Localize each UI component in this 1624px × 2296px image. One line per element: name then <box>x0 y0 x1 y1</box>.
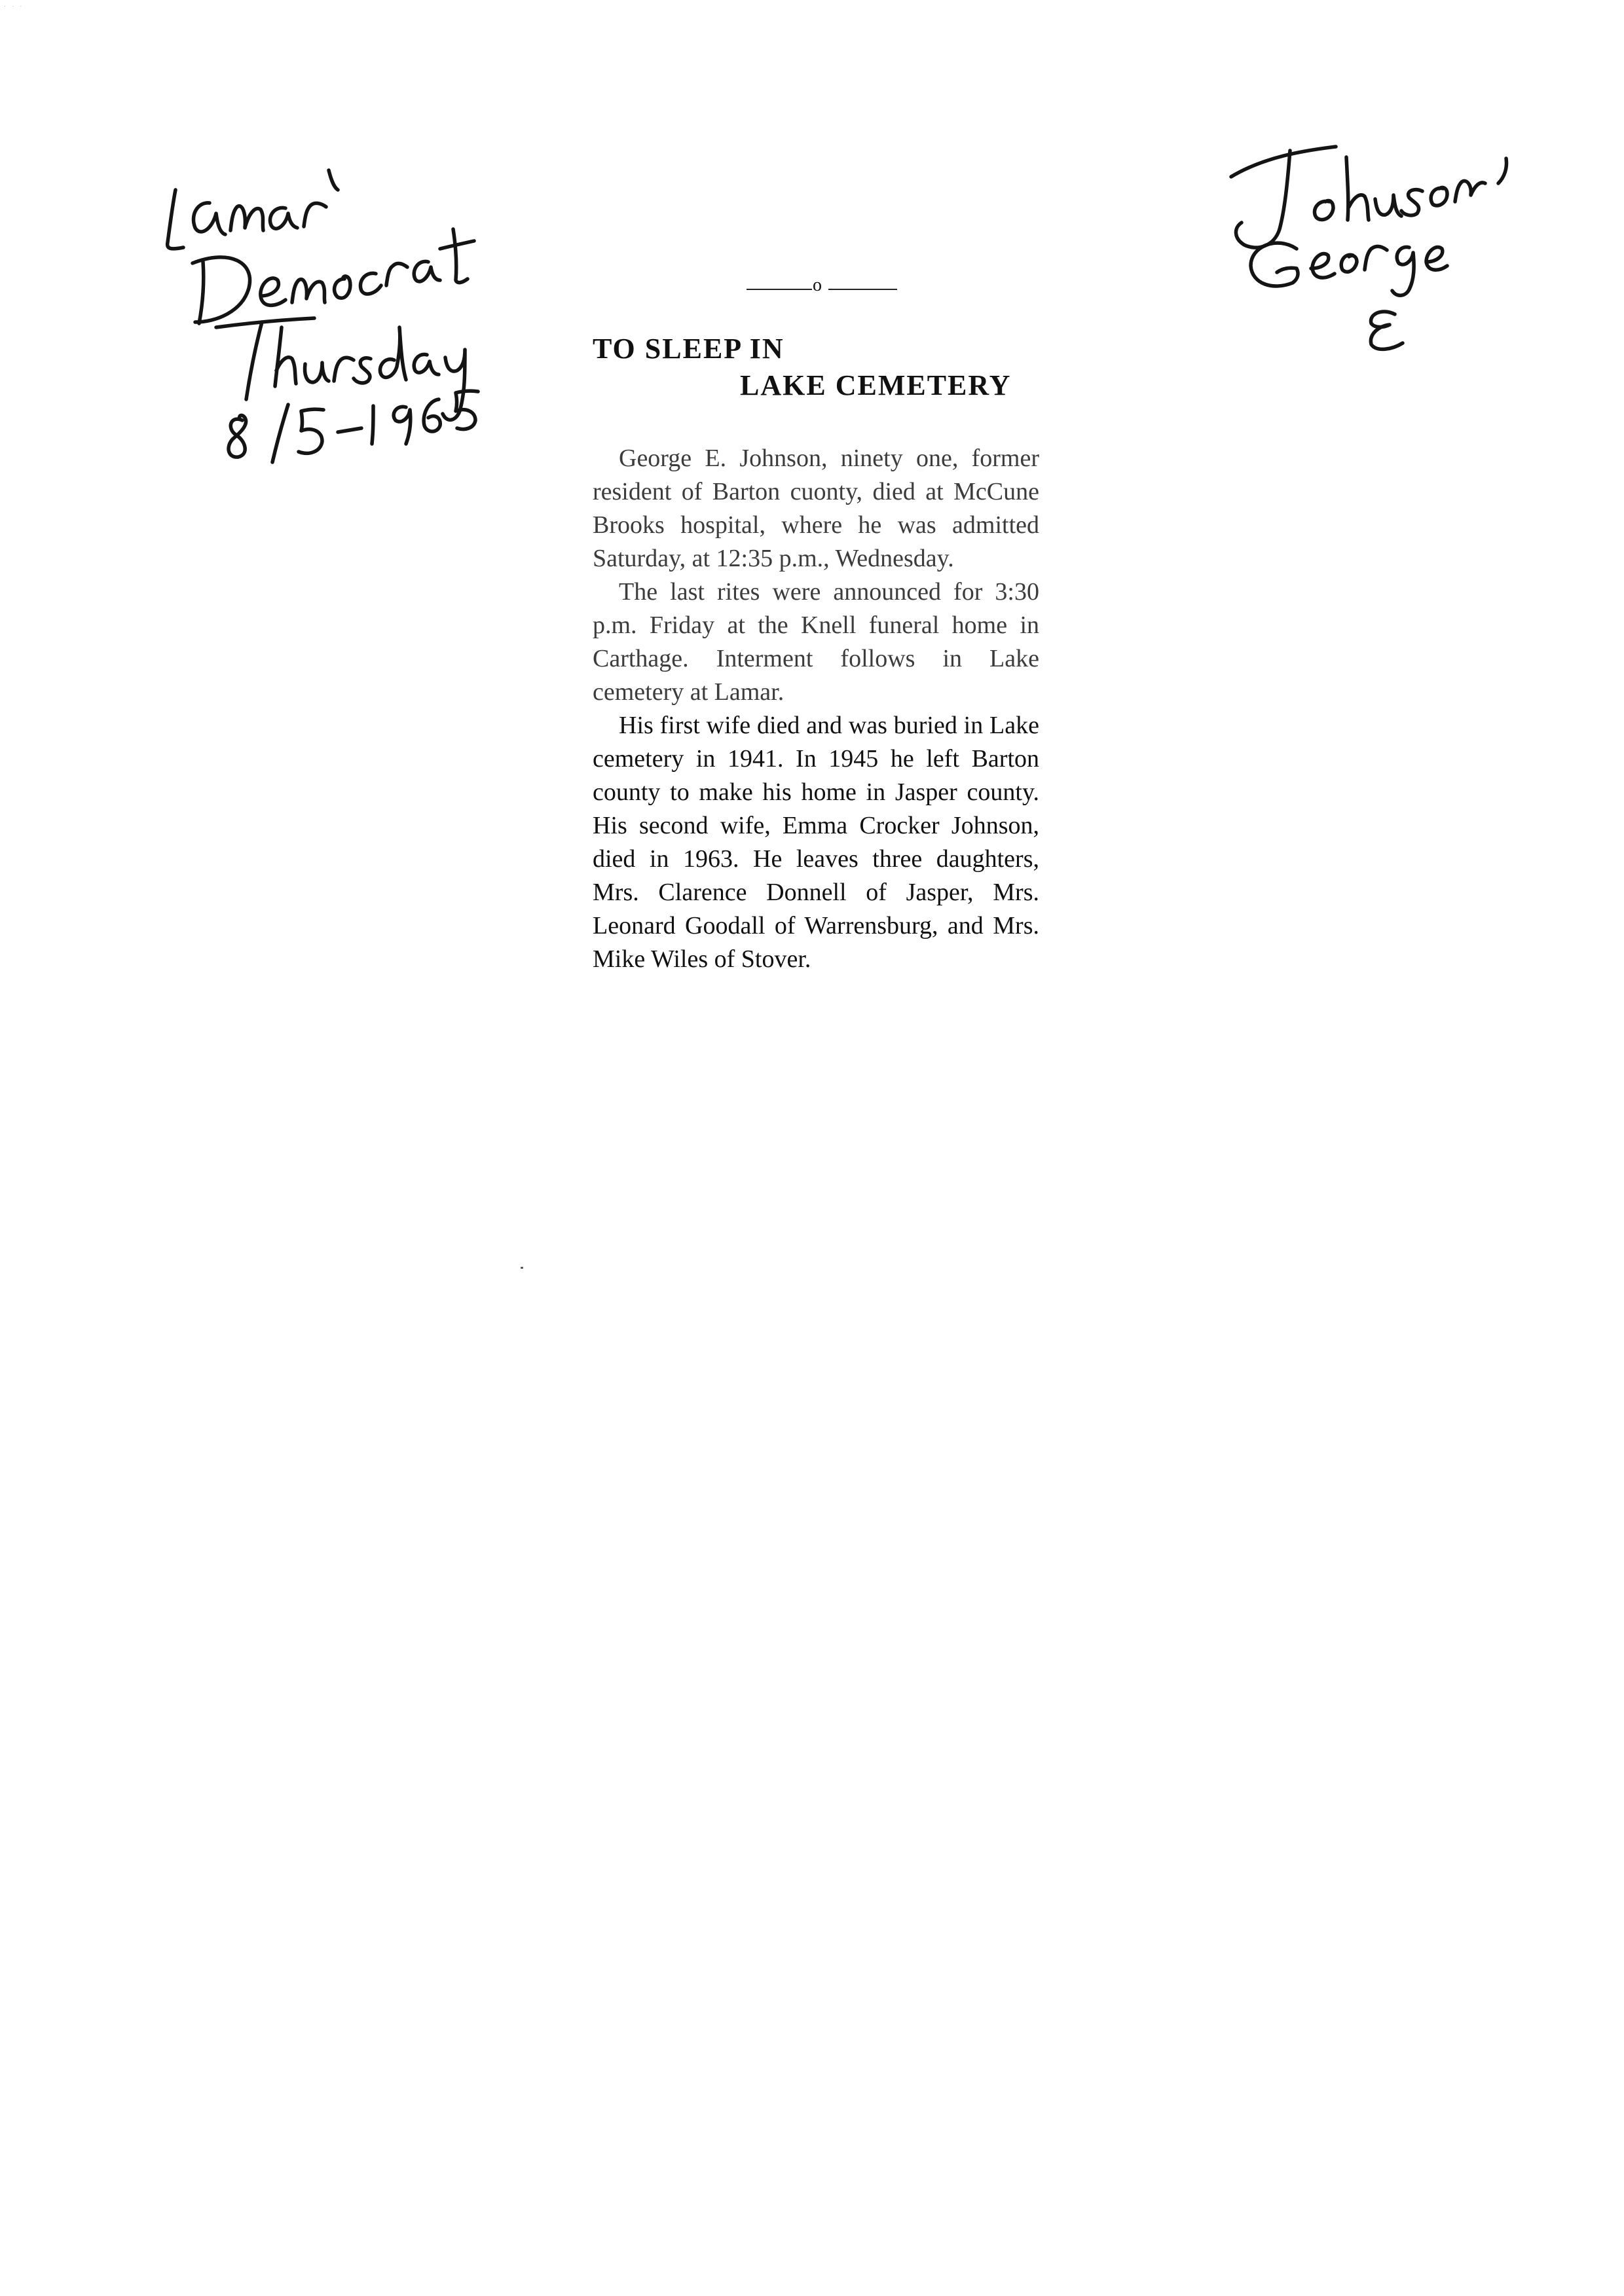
scan-speck <box>521 1267 523 1269</box>
article-paragraph-1: George E. Johnson, ninety one, former resident of Barton cuonty, died at McCune Brooks hospital, where he was admitted Saturday, at 12:35 p.m., Wednesday. <box>593 445 1039 572</box>
separator-dash-left <box>747 289 812 290</box>
article-paragraph-3: His first wife died and was buried in Lake cemetery in 1941. In 1945 he left Barton county to make his home in Jasper county. His second wife, Emma Crocker Johnson, died in 1963. He leaves three daughters, Mrs. Clarence Donnell of Jasper, Mrs. Leonard Goodall of Warrensburg, and Mrs. Mike Wiles of Stover. <box>593 712 1039 973</box>
separator-dash-right <box>828 289 897 290</box>
handwritten-source-note <box>157 151 550 465</box>
obituary-headline <box>593 331 1051 404</box>
article-paragraph-2: The last rites were announced for 3:30 p.m. Friday at the Knell funeral home in Carthage. Interment follows in Lake cemetery at Lamar. <box>593 578 1039 706</box>
headline-line-2: LAKE CEMETERY <box>740 369 1012 401</box>
headline-line-1: TO SLEEP IN <box>593 333 784 365</box>
separator-mark: o <box>813 275 822 295</box>
section-separator <box>593 272 1051 298</box>
newspaper-clipping <box>593 272 1051 976</box>
scan-corner-marks: · · · <box>4 3 24 10</box>
handwritten-name-note <box>1225 118 1552 354</box>
obituary-body <box>593 442 1039 976</box>
